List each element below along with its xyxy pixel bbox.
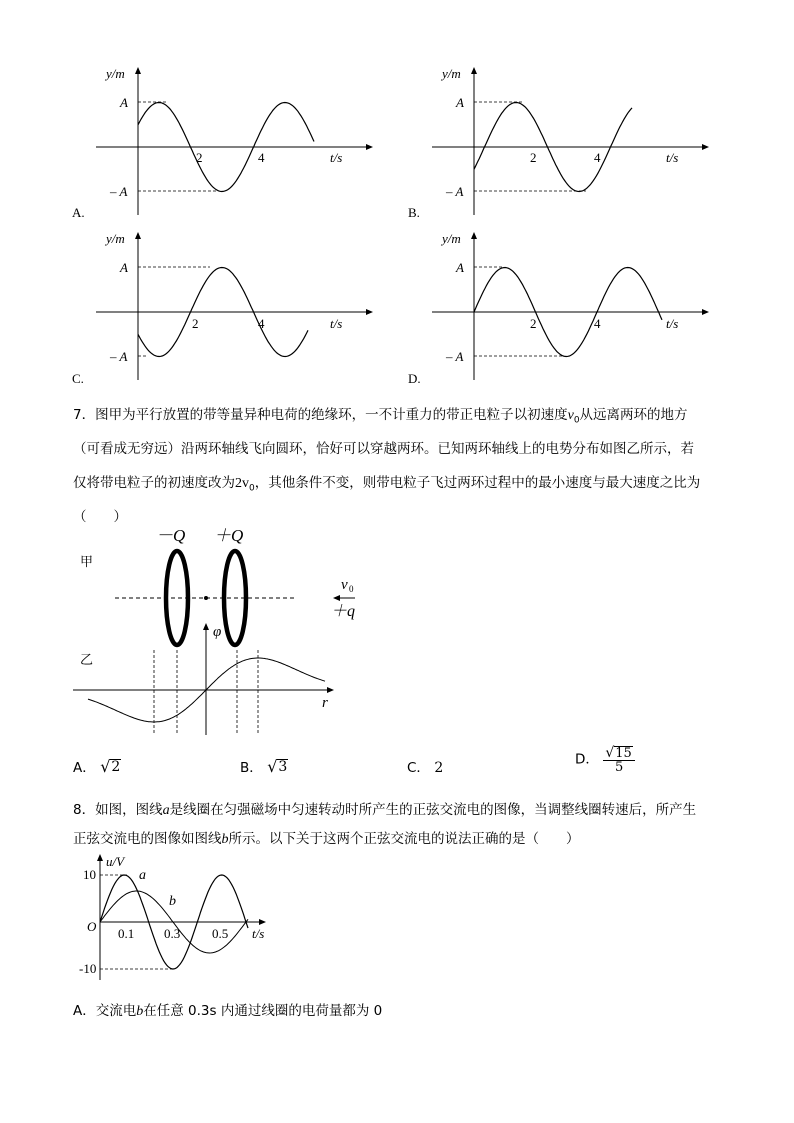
q7-2v0-sub: 0 (249, 483, 255, 494)
q8-curve-b-label: b (169, 894, 176, 909)
q7-option-a-letter: A． (73, 760, 96, 776)
q8-y-top: 10 (83, 867, 96, 882)
q8-xtick-2: 0.3 (164, 926, 181, 941)
q7-option-b-value: √ 3 (267, 757, 288, 776)
q6-a-tick4: 4 (258, 150, 265, 165)
q8-b: b (221, 832, 229, 847)
q6-a-amp: A (120, 95, 128, 110)
q6-d-letter: D. (408, 371, 421, 386)
q7-jia-label: 甲 (80, 555, 94, 570)
q6-d-xlabel: t/s (666, 316, 679, 331)
q6-c-negamp: – A (110, 349, 128, 364)
q6-a-negamp: – A (110, 184, 128, 199)
q8-xlabel: t/s (252, 926, 265, 941)
q8-option-a-b: b (136, 1004, 144, 1019)
q7-v0: v (567, 408, 574, 423)
q6-c-letter: C. (72, 371, 84, 386)
q8-curve-a-label: a (139, 868, 146, 883)
q8-origin: O (87, 919, 97, 934)
q7-option-c-letter: C． (407, 760, 430, 776)
q7-yi-label: 乙 (80, 653, 94, 668)
q8-line1-post: 是线圈在匀强磁场中匀速转动时所产生的正弦交流电的图像，当调整线圈转速后，所产生 (169, 802, 697, 818)
q6-c-tick2: 2 (192, 316, 199, 331)
q7-fig-v0: v (341, 577, 348, 593)
q6-b-letter: B. (408, 205, 420, 220)
q7-option-c-value: 2 (434, 760, 444, 776)
q7-r-label: r (322, 695, 328, 711)
q7-line3: 仅将带电粒子的初速度改为 (73, 475, 235, 491)
q6-d-tick2: 2 (530, 316, 537, 331)
q7-line3b: ，其他条件不变，则带电粒子飞过两环过程中的最小速度与最大速度之比为 (254, 475, 701, 491)
q8-xtick-1: 0.1 (118, 926, 135, 941)
q6-c-ylabel: y/m (106, 231, 125, 246)
q6-b-ylabel: y/m (442, 66, 461, 81)
q6-b-amp: A (456, 95, 464, 110)
q8-a: a (162, 803, 170, 818)
q8-ylabel: u/V (106, 854, 125, 869)
q7-option-a-value: √ 2 (100, 757, 121, 776)
q6-d-negamp: – A (446, 349, 464, 364)
q7-line1b: 从远离两环的地方 (579, 407, 688, 423)
q8-option-a-pre: 交流电 (95, 1003, 137, 1019)
q7-line1: 7．图甲为平行放置的带等量异种电荷的绝缘环，一不计重力的带正电粒子以初速度 (73, 407, 568, 423)
q7-pos-q: ＋Q (214, 526, 244, 545)
q7-plus-q: ＋q (331, 603, 356, 620)
q6-b-negamp: – A (446, 184, 464, 199)
q8-xtick-3: 0.5 (212, 926, 229, 941)
q7-fig-v0-sub: 0 (349, 584, 354, 594)
q7-option-d-value: √ 15 5 (603, 746, 634, 774)
q8-line1-pre: 8．如图，图线 (73, 802, 163, 818)
q6-a-xlabel: t/s (330, 150, 343, 165)
q6-b-tick2: 2 (530, 150, 537, 165)
q6-b-tick4: 4 (594, 150, 601, 165)
q8-line2-pre: 正弦交流电的图像如图线 (73, 831, 222, 847)
q6-a-ylabel: y/m (106, 66, 125, 81)
q8-option-a-letter: A． (73, 1003, 96, 1019)
q6-d-ylabel: y/m (442, 231, 461, 246)
q8-line2-post: 所示。以下关于这两个正弦交流电的说法正确的是（ ） (228, 831, 580, 847)
q8-option-a-post: 在任意 0.3s 内通过线圈的电荷量都为 0 (143, 1003, 383, 1019)
q6-c-xlabel: t/s (330, 316, 343, 331)
q7-neg-q: －Q (156, 526, 186, 545)
q6-a-tick2: 2 (196, 150, 203, 165)
q8-option-a[interactable] (73, 999, 382, 1020)
q7-option-d-letter: D． (575, 751, 599, 768)
q6-c-tick4: 4 (258, 316, 265, 331)
q6-a-letter: A. (72, 205, 85, 220)
q7-phi-label: φ (213, 624, 222, 640)
q7-line4: （ ） (73, 509, 127, 525)
q6-c-amp: A (120, 260, 128, 275)
q7-option-b-letter: B． (240, 760, 263, 776)
q7-line2: （可看成无穷远）沿两环轴线飞向圆环，恰好可以穿越两环。已知两环轴线上的电势分布如图乙所示，若 (73, 441, 694, 457)
q8-y-bottom: -10 (79, 961, 97, 976)
q6-d-tick4: 4 (594, 316, 601, 331)
q7-2v0: 2v (235, 476, 249, 491)
q6-b-xlabel: t/s (666, 150, 679, 165)
q6-d-amp: A (456, 260, 464, 275)
q7-v0-sub: 0 (573, 415, 580, 426)
